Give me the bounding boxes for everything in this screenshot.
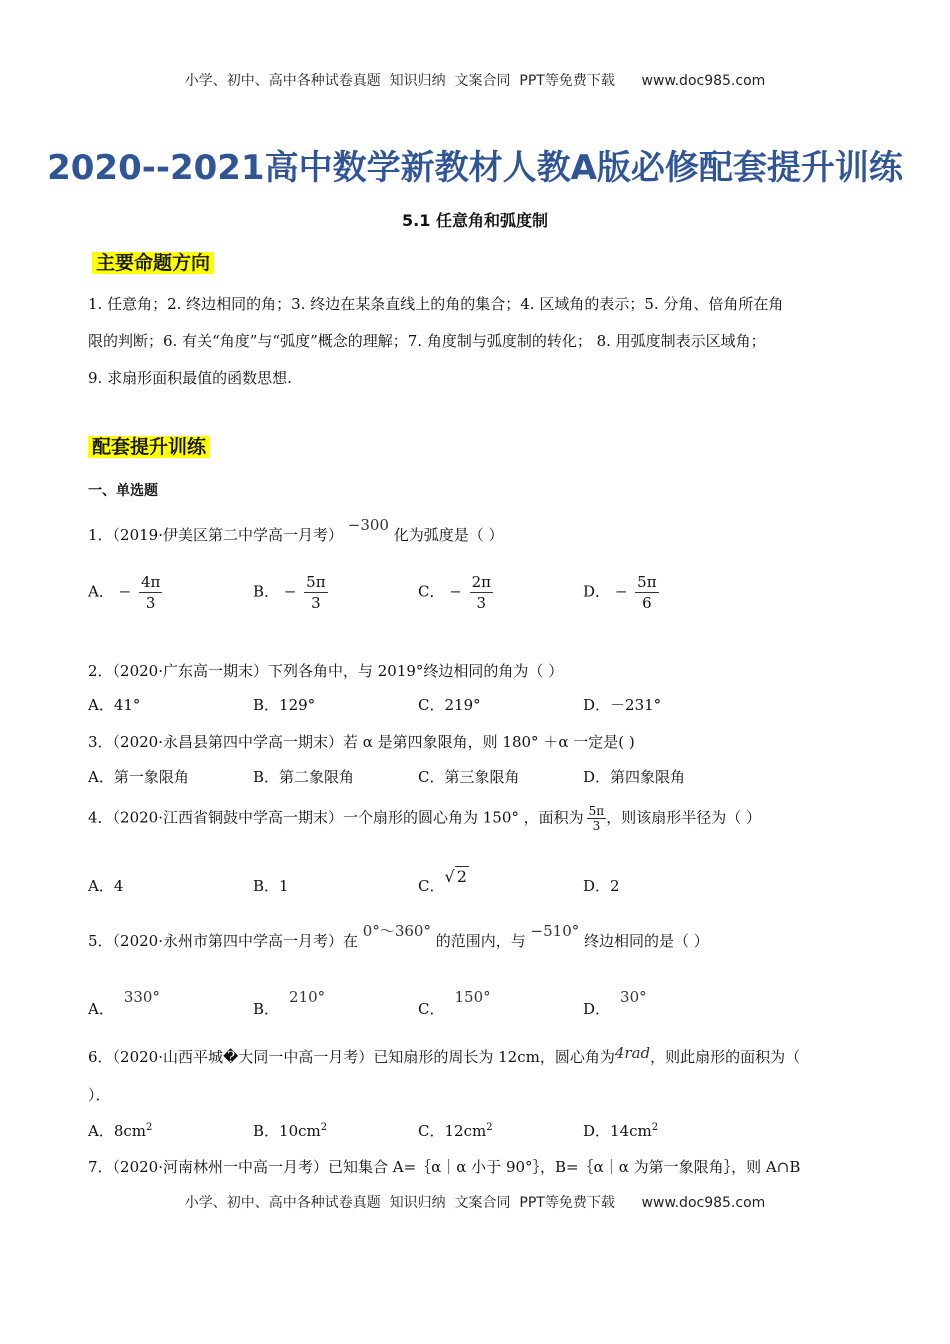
question-7: 7．（2020·河南林州一中高一月考）已知集合 A=｛α｜α 小于 90°｝，B=｛α｜α 为第一象限角｝，则 A∩B — [88, 1158, 801, 1176]
option-label: A．8cm — [88, 1122, 147, 1140]
option-superscript: 2 — [486, 1122, 493, 1133]
question-4-fraction — [587, 804, 607, 833]
question-6-math: 4rad — [614, 1044, 651, 1062]
q6-option-b — [253, 1120, 327, 1141]
q4-option-b: B．1 — [253, 877, 289, 895]
option-value: 150° — [454, 988, 491, 1006]
q2-option-b: B．129° — [253, 696, 316, 714]
option-sign: − — [118, 582, 132, 601]
question-6-stem-end: ，则此扇形的面积为（ — [650, 1048, 801, 1066]
option-label: D． — [583, 1000, 611, 1018]
q3-option-d: D．第四象限角 — [583, 768, 686, 786]
fraction-denominator: 3 — [145, 594, 156, 612]
question-4-stem-end: ，则该扇形半径为（ ） — [606, 808, 761, 827]
fraction-denominator: 3 — [311, 594, 321, 612]
document-title: 2020--2021高中数学新教材人教A版必修配套提升训练 — [47, 148, 903, 188]
q4-option-d: D．2 — [583, 877, 620, 895]
question-1-stem-end: 化为弧度是（ ） — [393, 526, 504, 544]
option-superscript: 2 — [651, 1122, 659, 1133]
option-fraction — [139, 572, 162, 613]
question-5-angle: −510° — [530, 922, 580, 940]
q1-option-b — [253, 572, 328, 613]
question-4 — [88, 804, 868, 833]
option-fraction — [304, 572, 327, 613]
q4-option-c — [418, 866, 469, 895]
question-1-math: −300 — [347, 516, 389, 534]
fraction-denominator: 6 — [642, 594, 652, 612]
option-superscript: 2 — [146, 1122, 153, 1133]
question-4-stem: 4．（2020·江西省铜鼓中学高一期末）一个扇形的圆心角为 150° ，面积为 — [88, 808, 584, 827]
sqrt-radicand: 2 — [456, 867, 467, 886]
option-value: 330° — [123, 988, 160, 1006]
option-label: C．12cm — [418, 1122, 487, 1140]
option-label: C． — [418, 877, 445, 895]
option-label: B． — [253, 1000, 280, 1018]
option-label: D． — [583, 582, 611, 601]
option-value: 30° — [620, 988, 647, 1006]
question-3: 3．（2020·永昌县第四中学高一期末）若 α 是第四象限角，则 180° ＋α 一定是( ) — [88, 733, 635, 751]
main-topics-line: 1. 任意角；2. 终边相同的角；3. 终边在某条直线上的角的集合；4. 区域角的表示；5. 分角、倍角所在角 — [88, 295, 784, 313]
practice-heading-text: 配套提升训练 — [88, 436, 210, 458]
question-1-stem: 1．（2019·伊美区第二中学高一月考） — [88, 526, 343, 544]
q4-option-a: A．4 — [88, 877, 124, 895]
fraction-denominator: 3 — [476, 594, 487, 612]
q3-option-b: B．第二象限角 — [253, 768, 355, 786]
option-label: A． — [88, 1000, 114, 1018]
option-label: B． — [253, 582, 280, 601]
main-topics-line: 限的判断；6. 有关“角度”与“弧度”概念的理解；7. 角度制与弧度制的转化； 8. 用弧度制表示区域角； — [88, 332, 766, 350]
section-single-choice: 一、单选题 — [88, 483, 158, 499]
question-6 — [88, 1046, 868, 1067]
main-topics-line: 9. 求扇形面积最值的函数思想. — [88, 369, 292, 387]
q6-option-d — [583, 1120, 658, 1141]
q2-option-c: C．219° — [418, 696, 481, 714]
page-header: 小学、初中、高中各种试卷真题 知识归纳 文案合同 PPT等免费下载 www.doc985.com — [184, 73, 766, 89]
main-topics-heading-text: 主要命题方向 — [92, 252, 214, 274]
fraction-numerator: 5π — [637, 573, 657, 591]
question-6-stem: 6．（2020·山西平城�大同一中高一月考）已知扇形的周长为 12cm，圆心角为 — [88, 1048, 615, 1066]
option-sign: − — [614, 582, 628, 601]
q5-option-a — [88, 986, 160, 1018]
question-1 — [88, 516, 868, 545]
document-subtitle: 5.1 任意角和弧度制 — [402, 211, 548, 230]
q3-option-a: A．第一象限角 — [88, 768, 189, 786]
fraction-numerator: 5π — [306, 573, 326, 591]
option-fraction — [470, 572, 493, 613]
q5-option-c — [418, 986, 491, 1018]
fraction-numerator: 5π — [588, 804, 605, 818]
option-sign: − — [283, 582, 297, 601]
sqrt-icon: √ 2 — [444, 867, 467, 886]
option-value: 210° — [289, 988, 326, 1006]
question-6-continued: ）． — [88, 1086, 111, 1104]
option-label: A． — [88, 582, 114, 601]
q2-option-a: A．41° — [88, 696, 141, 714]
question-5 — [88, 922, 868, 951]
question-5-stem-mid: 的范围内，与 — [435, 932, 526, 950]
main-topics-paragraph — [88, 286, 858, 397]
q3-option-c: C．第三象限角 — [418, 768, 520, 786]
option-label: D．14cm — [583, 1122, 652, 1140]
q5-option-d — [583, 986, 647, 1018]
fraction-numerator: 4π — [140, 573, 161, 591]
option-label: C． — [418, 1000, 445, 1018]
q5-option-b — [253, 986, 326, 1018]
fraction-denominator: 3 — [592, 819, 601, 833]
option-sign: − — [449, 582, 462, 601]
option-superscript: 2 — [320, 1122, 328, 1133]
option-label: B．10cm — [253, 1122, 321, 1140]
q6-option-c — [418, 1120, 493, 1141]
q1-option-c — [418, 572, 493, 613]
practice-heading — [88, 432, 210, 459]
q1-option-a — [88, 572, 162, 613]
main-topics-heading — [92, 248, 214, 275]
q1-option-d — [583, 572, 659, 613]
question-2: 2．（2020·广东高一期末）下列各角中，与 2019°终边相同的角为（ ） — [88, 662, 564, 680]
q2-option-d: D．－231° — [583, 696, 662, 714]
question-5-range: 0°～360° — [362, 922, 431, 940]
option-fraction — [635, 572, 658, 613]
question-5-stem: 5．（2020·永州市第四中学高一月考）在 — [88, 932, 358, 950]
fraction-numerator: 2π — [471, 573, 492, 591]
q6-option-a — [88, 1120, 152, 1141]
page-footer: 小学、初中、高中各种试卷真题 知识归纳 文案合同 PPT等免费下载 www.doc985.com — [184, 1195, 766, 1211]
option-label: C． — [418, 582, 445, 601]
question-5-stem-end: 终边相同的是（ ） — [584, 932, 709, 950]
